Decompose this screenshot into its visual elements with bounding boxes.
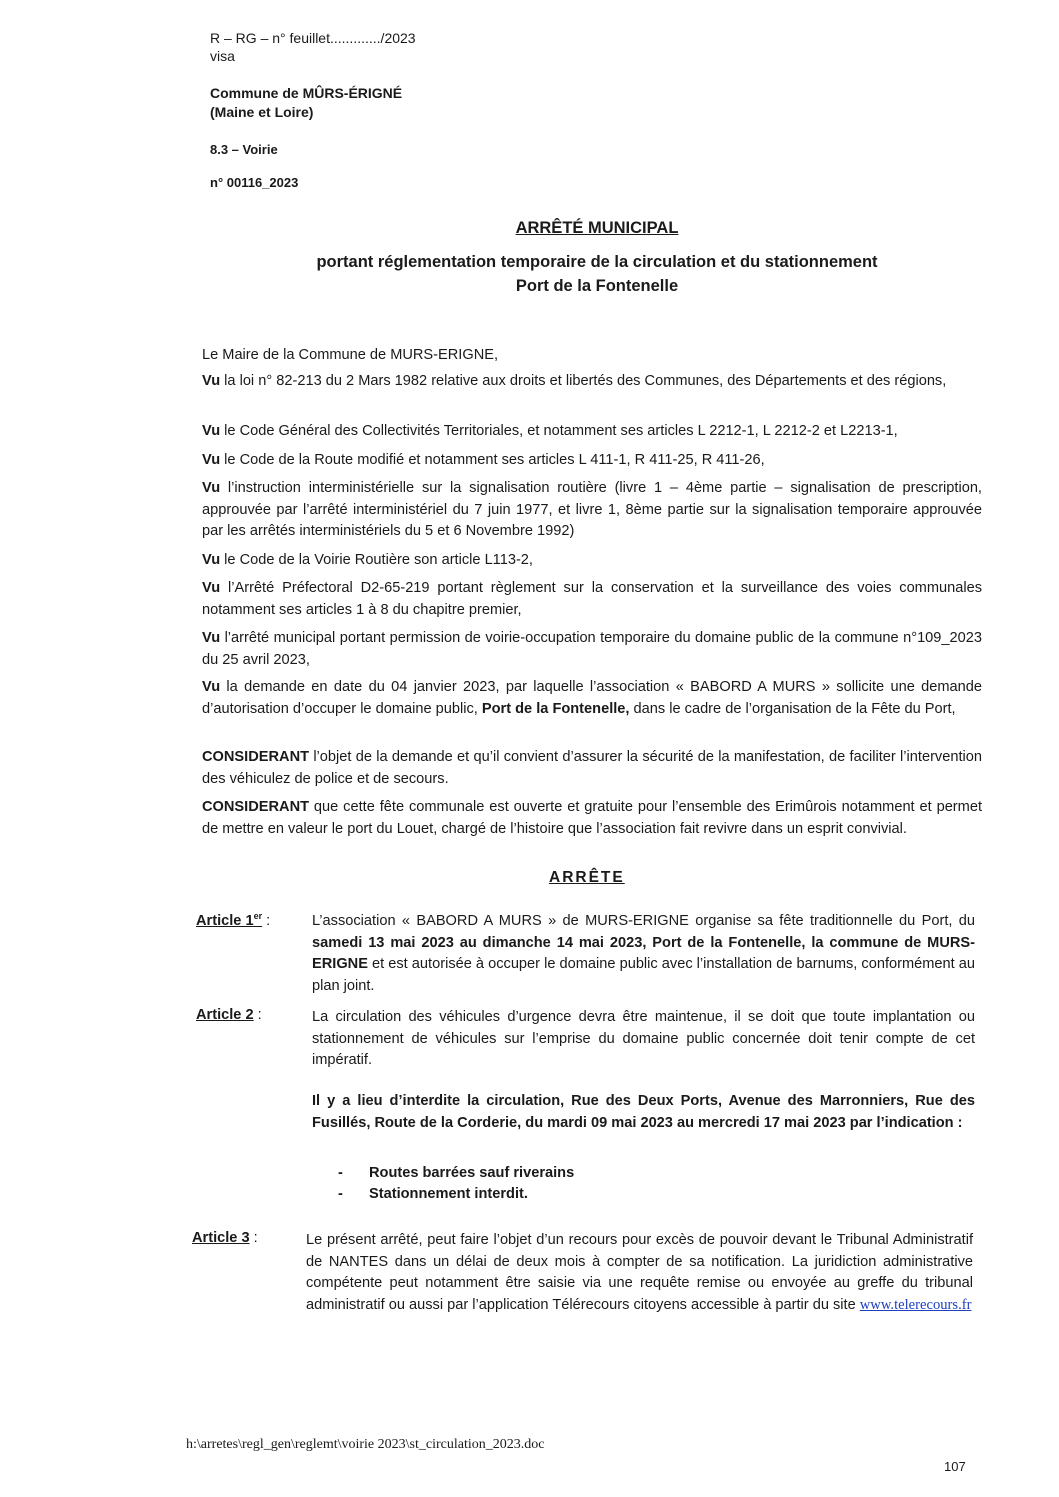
form-reference: R – RG – n° feuillet............./2023	[210, 30, 416, 46]
article-2-label: Article 2 :	[196, 1007, 262, 1023]
preamble-considerant-1: CONSIDERANT l’objet de la demande et qu’il convient d’assurer la sécurité de la manifestation, de faciliter l’intervention des véhiculez de police et de secours.	[202, 749, 982, 787]
department-name: (Maine et Loire)	[210, 104, 314, 120]
visa-label: visa	[210, 48, 235, 64]
preamble-vu-cgct: Vu le Code Général des Collectivités Territoriales, et notamment ses articles L 2212-1, L 2212-2 et L2213-1,	[202, 423, 898, 439]
preamble-mayor: Le Maire de la Commune de MURS-ERIGNE,	[202, 347, 499, 363]
preamble-vu-arrete-prefectoral: Vu l’Arrêté Préfectoral D2-65-219 portant règlement sur la conservation et la surveillance des voies communales notamment ses articles 1 à 8 du chapitre premier,	[202, 580, 982, 618]
preamble-vu-loi: Vu la loi n° 82-213 du 2 Mars 1982 relative aux droits et libertés des Communes, des Départements et des régions,	[202, 373, 947, 389]
article-2-bullet-1: - Routes barrées sauf riverains	[338, 1165, 575, 1181]
category: 8.3 – Voirie	[210, 142, 278, 157]
commune-name: Commune de MÛRS-ÉRIGNÉ	[210, 85, 403, 101]
article-1-text: L’association « BABORD A MURS » de MURS-ERIGNE organise sa fête traditionnelle du Port, du samedi 13 mai 2023 au dimanche 14 mai 2023, Port de la Fontenelle, la commune de MURS-ERIGNE et est autorisée à occuper le domaine public avec l’installation de barnums, conformément au plan joint.	[312, 913, 975, 994]
file-path: h:\arretes\regl_gen\reglemt\voirie 2023\st_circulation_2023.doc	[186, 1437, 545, 1452]
article-1-label: Article 1er :	[196, 911, 271, 929]
document-subtitle-location: Port de la Fontenelle	[515, 277, 679, 295]
preamble-vu-demande: Vu la demande en date du 04 janvier 2023, par laquelle l’association « BABORD A MURS » sollicite une demande d’autorisation d’occuper le domaine public, Port de la Fontenelle, dans le cadre de l’organisation de la Fête du Port,	[202, 679, 982, 717]
article-2-bullet-2: - Stationnement interdit.	[338, 1186, 528, 1202]
preamble-considerant-2: CONSIDERANT que cette fête communale est ouverte et gratuite pour l’ensemble des Erimûrois notamment et permet de mettre en valeur le port du Louet, chargé de l’histoire que l’association fait revivre dans un esprit convivial.	[202, 799, 982, 837]
preamble-vu-instruction: Vu l’instruction interministérielle sur la signalisation routière (livre 1 – 4ème partie – signalisation de prescription, approuvée par l’arrêté interministériel du 7 juin 1977, et livre 1, 8ème partie sur la signalisation temporaire approuvée par les arrêtés interministériels du 5 et 6 Novembre 1992)	[202, 480, 982, 539]
document-subtitle: portant réglementation temporaire de la circulation et du stationnement	[316, 253, 878, 271]
article-3-text: Le présent arrêté, peut faire l’objet d’un recours pour excès de pouvoir devant le Tribunal Administratif de NANTES dans un délai de deux mois à compter de sa notification. La juridiction administrative compétente peut notamment être saisie via une requête remise ou envoyée au greffe du tribunal administratif ou aussi par l’application Télérecours citoyens accessible à partir du site www.telerecours.fr	[306, 1232, 973, 1313]
document-title: ARRÊTÉ MUNICIPAL	[515, 219, 679, 237]
preamble-vu-code-voirie: Vu le Code de la Voirie Routière son article L113-2,	[202, 552, 533, 568]
telerecours-link[interactable]: www.telerecours.fr	[859, 1296, 972, 1313]
arrete-heading: ARRÊTE	[549, 869, 625, 886]
page-number: 107	[944, 1459, 966, 1474]
article-3-label: Article 3 :	[192, 1230, 258, 1246]
preamble-vu-arrete-municipal: Vu l’arrêté municipal portant permission de voirie-occupation temporaire du domaine public de la commune n°109_2023 du 25 avril 2023,	[202, 630, 982, 668]
article-2-interdiction: Il y a lieu d’interdite la circulation, Rue des Deux Ports, Avenue des Marronniers, Rue des Fusillés, Route de la Corderie, du mardi 09 mai 2023 au mercredi 17 mai 2023 par l’indication :	[312, 1093, 975, 1131]
article-2-text: La circulation des véhicules d’urgence devra être maintenue, il se doit que toute implantation ou stationnement de véhicules sur l’emprise du domaine public concernée doit tenir compte de cet impératif.	[312, 1009, 975, 1068]
preamble-vu-code-route: Vu le Code de la Route modifié et notamment ses articles L 411-1, R 411-25, R 411-26,	[202, 452, 765, 468]
arrete-number: n° 00116_2023	[210, 175, 299, 190]
